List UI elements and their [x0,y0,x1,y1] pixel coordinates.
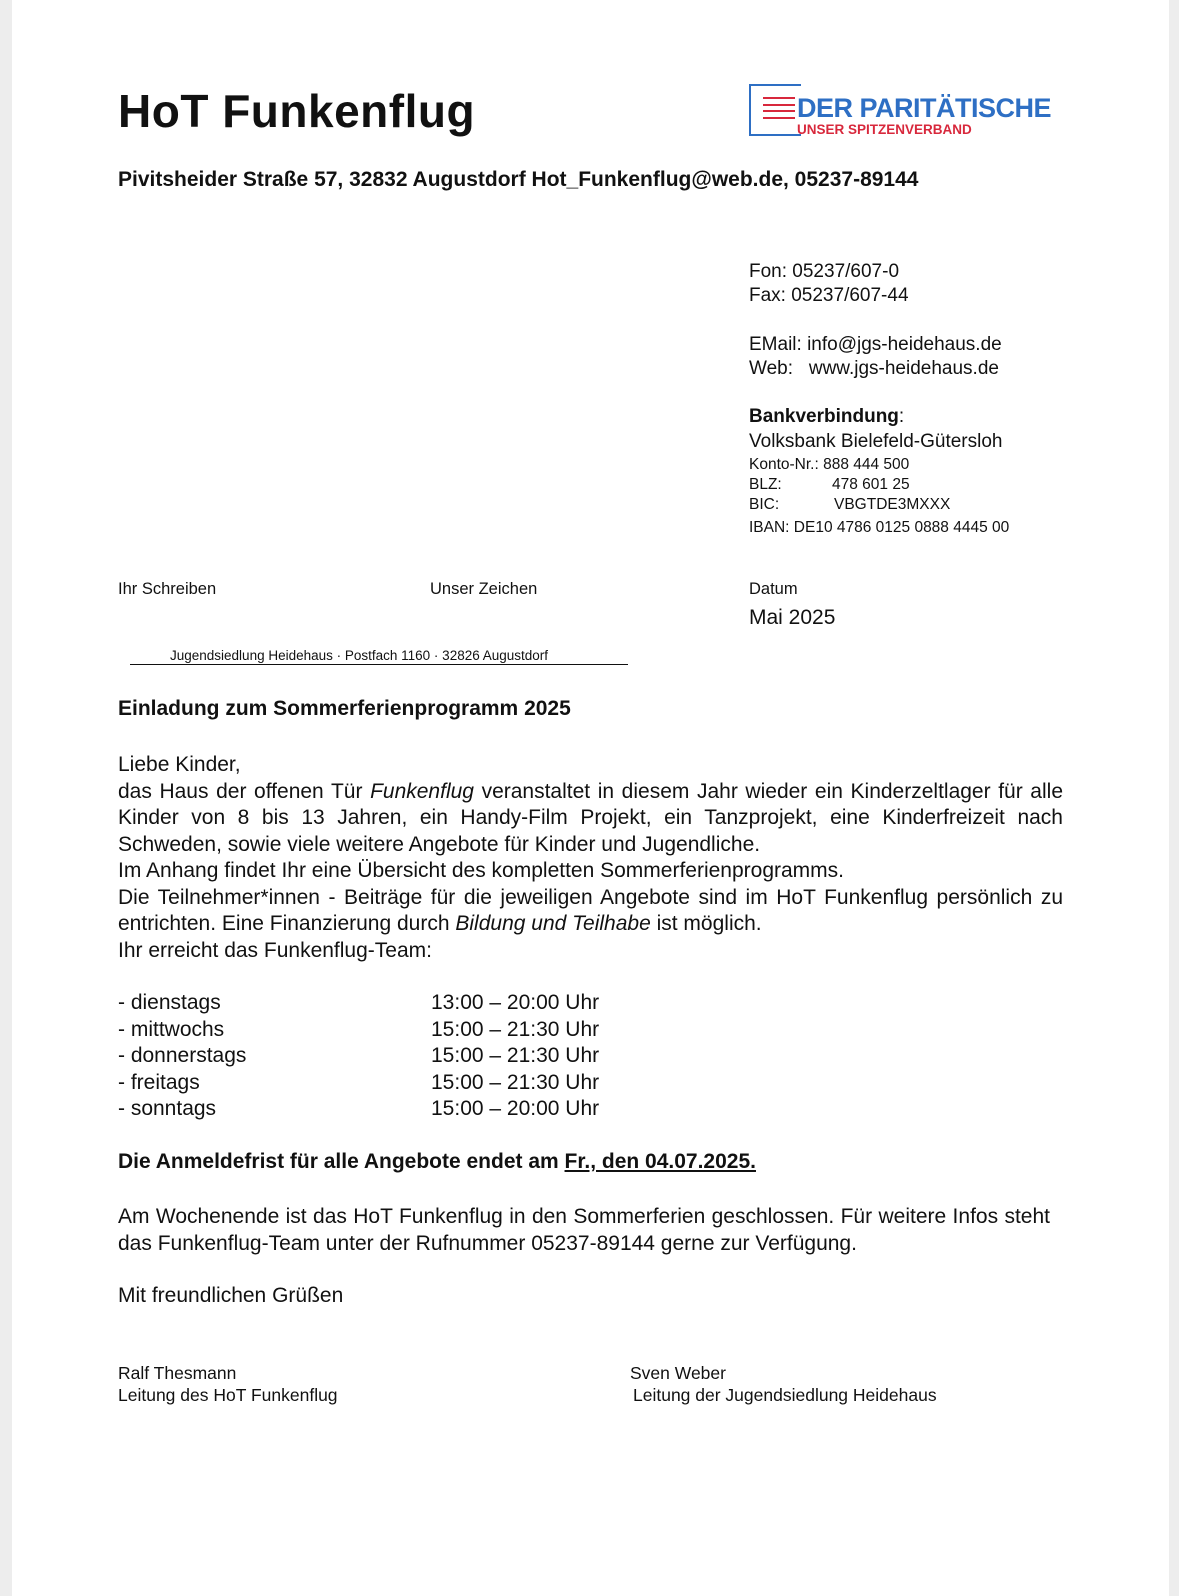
bank-name: Volksbank Bielefeld-Gütersloh [749,431,1003,452]
p1-post: veranstaltet in diesem Jahr wieder ein Kinderzeltlager für alle Kinder von 8 bis 13 Jahren, ein Handy-Film Projekt, ein Tanzprojekt, eine Kinderfreizeit nach Schweden, sowie viele weitere Angebote für Kinder und Jugendliche. [118,779,1064,856]
body-paragraph-3 [118,885,1063,938]
schedule-time: 13:00 – 20:00 Uhr [431,991,600,1014]
bank-heading [749,406,904,428]
opening-hours [118,990,718,1123]
letter-body [118,752,1063,964]
signatory-name: Sven Weber [630,1363,726,1383]
schedule-row [118,1017,718,1044]
p1-italic: Funkenflug [370,779,474,803]
datum-value: Mai 2025 [749,606,836,629]
p3-post: ist möglich. [650,912,762,935]
body-paragraph-4: Ihr erreicht das Funkenflug-Team: [118,938,432,962]
signatory-name: Ralf Thesmann [118,1363,237,1383]
registration-deadline [118,1150,756,1174]
bic-label: BIC: [749,496,780,513]
signature-right [630,1362,937,1406]
salutation: Liebe Kinder, [118,753,241,776]
ihr-schreiben-label: Ihr Schreiben [118,580,217,598]
web-value: www.jgs-heidehaus.de [808,358,999,379]
web-label: Web: [749,358,794,379]
bic-value: VBGTDE3MXXX [834,496,951,513]
address-line: Pivitsheider Straße 57, 32832 Augustdorf Hot_Funkenflug@web.de, 05237-89144 [118,168,919,191]
signatory-role: Leitung der Jugendsiedlung Heidehaus [633,1385,937,1405]
unser-zeichen-label: Unser Zeichen [430,580,538,598]
bank-heading-suffix: : [898,406,905,427]
p1-pre: das Haus der offenen Tür [118,779,371,803]
datum-label: Datum [749,580,798,598]
sender-return-line: Jugendsiedlung Heidehaus · Postfach 1160 · 32826 Augustdorf [130,648,628,665]
schedule-time: 15:00 – 20:00 Uhr [431,1097,600,1120]
logo-tagline: UNSER SPITZENVERBAND [797,122,972,137]
schedule-day: - sonntags [118,1097,217,1120]
closing-greeting: Mit freundlichen Grüßen [118,1284,344,1307]
weekend-note: Am Wochenende ist das HoT Funkenflug in den Sommerferien geschlossen. Für weitere Infos steht das Funkenflug-Team unter der Rufnummer 05237-89144 gerne zur Verfügung. [118,1205,1050,1255]
logo-name: DER PARITÄTISCHE [797,93,1052,123]
konto-label: Konto-Nr.: [749,456,819,473]
body-paragraph-1 [118,779,1063,859]
deadline-date: Fr., den 04.07.2025. [564,1150,756,1173]
schedule-row [118,1043,718,1070]
contact-fon: Fon: 05237/607-0 [749,261,900,282]
paritaetische-logo [749,84,1052,140]
schedule-day: - mittwochs [118,1017,225,1041]
blz-label: BLZ: [749,476,782,493]
schedule-row [118,990,718,1017]
blz-value: 478 601 25 [832,476,910,493]
schedule-time: 15:00 – 21:30 Uhr [431,1044,600,1067]
p3-italic: Bildung und Teilhabe [455,912,651,935]
body-paragraph-2: Im Anhang findet Ihr eine Übersicht des kompletten Sommerferienprogramms. [118,859,845,882]
konto-value: 888 444 500 [823,456,910,473]
org-title: HoT Funkenflug [118,85,476,137]
p3-pre: Die Teilnehmer*innen - Beiträge für die jeweiligen Angebote sind im HoT Funkenflug persönlich zu entrichten. Eine Finanzierung durch [118,885,1063,935]
letter-page [12,0,1169,1596]
logo-bars-icon [763,97,795,123]
schedule-row [118,1096,718,1123]
schedule-time: 15:00 – 21:30 Uhr [431,1070,600,1094]
contact-fax: Fax: 05237/607-44 [749,285,909,306]
contact-web [749,358,999,380]
schedule-day: - donnerstags [118,1044,247,1067]
schedule-time: 15:00 – 21:30 Uhr [431,1017,600,1041]
deadline-text: Die Anmeldefrist für alle Angebote endet am [118,1150,565,1173]
letter-subject: Einladung zum Sommerferienprogramm 2025 [118,697,571,720]
iban: IBAN: DE10 4786 0125 0888 4445 00 [749,519,1010,536]
signatory-role: Leitung des HoT Funkenflug [118,1385,338,1405]
bank-heading-text: Bankverbindung [749,406,899,427]
konto-row [749,456,909,474]
schedule-day: - dienstags [118,991,221,1014]
schedule-day: - freitags [118,1070,200,1094]
schedule-row [118,1070,718,1097]
contact-email: EMail: info@jgs-heidehaus.de [749,334,1002,355]
signature-left [118,1362,338,1406]
